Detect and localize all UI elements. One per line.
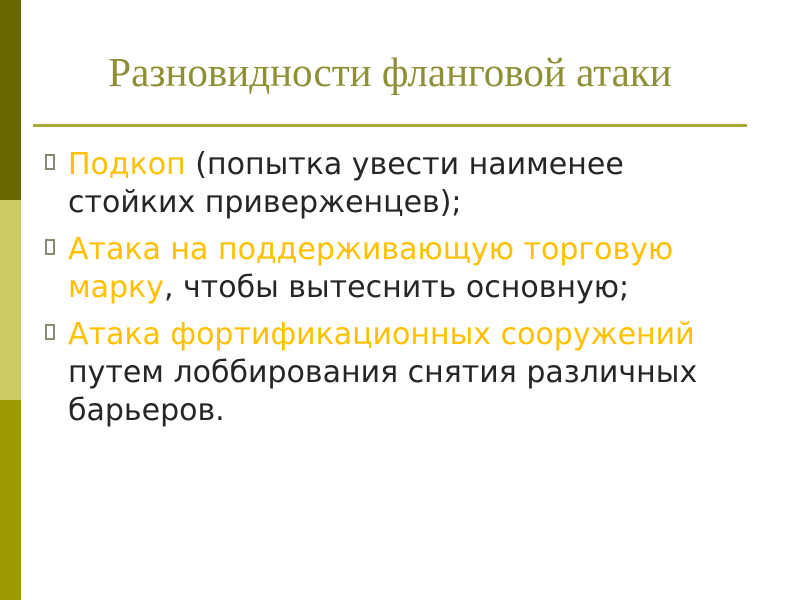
bullet-body-text: , чтобы вытеснить основную; [163, 270, 630, 305]
square-bullet-icon [45, 154, 55, 170]
bullet-item [45, 146, 728, 222]
bullet-item [45, 231, 728, 307]
bullet-body-text: (попытка увести наименее стойких приверженцев); [68, 147, 624, 220]
bullet-body-text: путем лоббирования снятия различных барьеров. [68, 355, 698, 428]
bullet-highlight-text: Атака на поддерживающую торговую марку [68, 232, 674, 305]
bullet-highlight-text: Атака фортификационных сооружений [68, 317, 695, 352]
square-bullet-icon [45, 324, 55, 340]
sidebar-segment-medium [0, 400, 21, 600]
slide-body [45, 146, 728, 439]
sidebar-segment-dark [0, 0, 21, 200]
title-divider-line [33, 124, 747, 127]
bullet-highlight-text: Подкоп [68, 147, 186, 182]
square-bullet-icon [45, 239, 55, 255]
sidebar-segment-light [0, 200, 21, 400]
slide-title: Разновидности фланговой атаки [108, 49, 672, 95]
bullet-list [45, 146, 728, 430]
sidebar-accent-bar [0, 0, 21, 600]
bullet-item [45, 316, 728, 430]
